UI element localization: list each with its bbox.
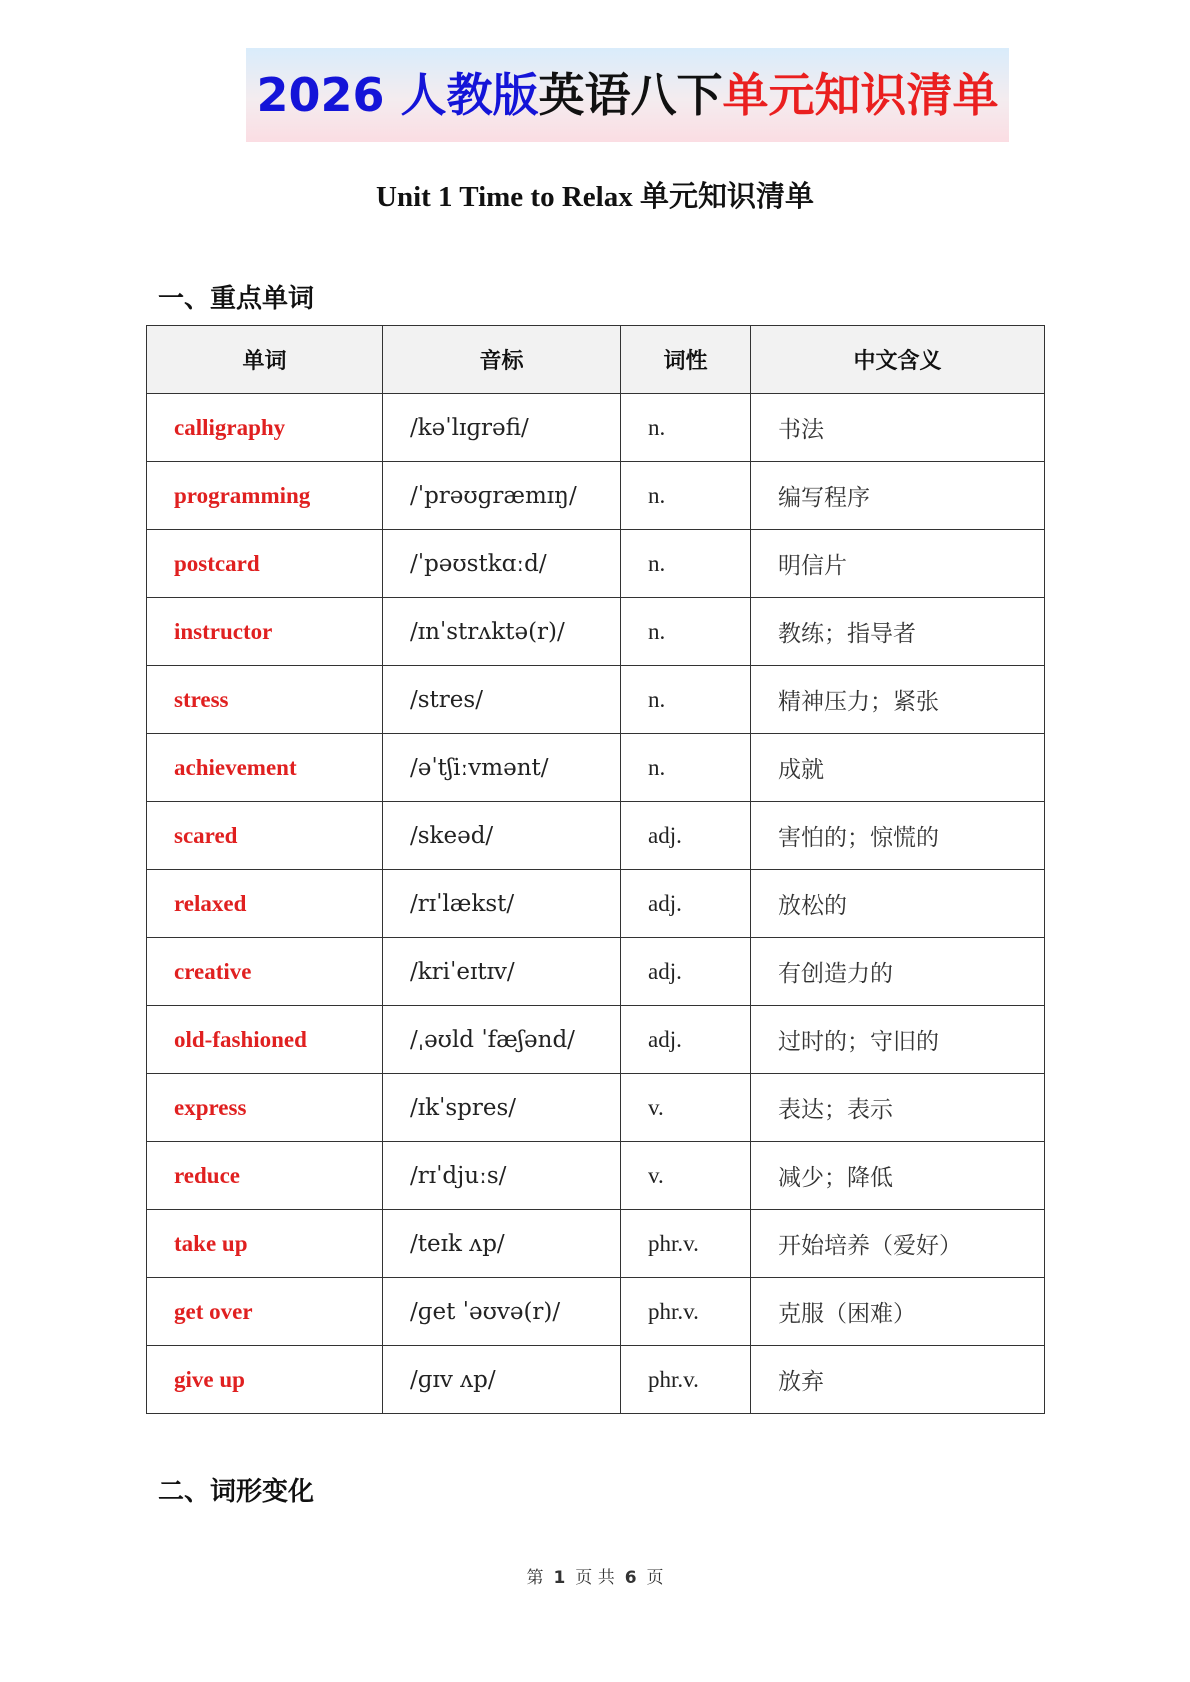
footer-suffix: 页 bbox=[646, 1568, 664, 1588]
section-heading-word-forms: 二、词形变化 bbox=[158, 1477, 315, 1507]
page-footer bbox=[0, 1563, 1190, 1588]
pos-cell: n. bbox=[621, 598, 751, 666]
banner-title-part3: 单元知识清单 bbox=[722, 68, 999, 122]
meaning-cell: 编写程序 bbox=[751, 462, 1045, 530]
pos-cell: adj. bbox=[621, 870, 751, 938]
pos-cell: n. bbox=[621, 734, 751, 802]
meaning-cell: 放松的 bbox=[751, 870, 1045, 938]
table-row bbox=[147, 938, 1045, 1006]
pos-cell: n. bbox=[621, 530, 751, 598]
phonetic-cell: /ˈpəʊstkɑːd/ bbox=[383, 530, 621, 598]
meaning-cell: 成就 bbox=[751, 734, 1045, 802]
table-row bbox=[147, 666, 1045, 734]
table-header-row bbox=[147, 326, 1045, 394]
table-row bbox=[147, 394, 1045, 462]
banner-title-part2: 英语八下 bbox=[538, 68, 723, 122]
word-cell: postcard bbox=[147, 530, 383, 598]
table-row bbox=[147, 462, 1045, 530]
phonetic-cell: /ˌəʊld ˈfæʃənd/ bbox=[383, 1006, 621, 1074]
meaning-cell: 精神压力；紧张 bbox=[751, 666, 1045, 734]
meaning-cell: 表达；表示 bbox=[751, 1074, 1045, 1142]
page-total: 6 bbox=[624, 1568, 637, 1588]
word-cell: instructor bbox=[147, 598, 383, 666]
word-cell: get over bbox=[147, 1278, 383, 1346]
pos-cell: adj. bbox=[621, 802, 751, 870]
meaning-cell: 教练；指导者 bbox=[751, 598, 1045, 666]
meaning-cell: 书法 bbox=[751, 394, 1045, 462]
title-banner bbox=[246, 48, 1009, 142]
phonetic-cell: /stres/ bbox=[383, 666, 621, 734]
word-cell: scared bbox=[147, 802, 383, 870]
footer-prefix: 第 bbox=[526, 1568, 544, 1588]
pos-cell: n. bbox=[621, 394, 751, 462]
word-cell: achievement bbox=[147, 734, 383, 802]
phonetic-cell: /ɡet ˈəʊvə(r)/ bbox=[383, 1278, 621, 1346]
meaning-cell: 减少；降低 bbox=[751, 1142, 1045, 1210]
word-cell: take up bbox=[147, 1210, 383, 1278]
meaning-cell: 害怕的；惊慌的 bbox=[751, 802, 1045, 870]
vocabulary-table bbox=[146, 325, 1045, 1414]
column-header-part-of-speech: 词性 bbox=[621, 326, 751, 394]
table-row bbox=[147, 1142, 1045, 1210]
word-cell: give up bbox=[147, 1346, 383, 1414]
pos-cell: adj. bbox=[621, 1006, 751, 1074]
section-heading-key-words: 一、重点单词 bbox=[158, 284, 315, 314]
phonetic-cell: /kriˈeɪtɪv/ bbox=[383, 938, 621, 1006]
table-row bbox=[147, 530, 1045, 598]
table-row bbox=[147, 1278, 1045, 1346]
word-cell: calligraphy bbox=[147, 394, 383, 462]
table-row bbox=[147, 1006, 1045, 1074]
banner-title-part1: 2026 人教版 bbox=[256, 68, 539, 122]
word-cell: creative bbox=[147, 938, 383, 1006]
phonetic-cell: /skeəd/ bbox=[383, 802, 621, 870]
pos-cell: phr.v. bbox=[621, 1210, 751, 1278]
phonetic-cell: /teɪk ʌp/ bbox=[383, 1210, 621, 1278]
pos-cell: v. bbox=[621, 1074, 751, 1142]
table-row bbox=[147, 1074, 1045, 1142]
phonetic-cell: /ɡɪv ʌp/ bbox=[383, 1346, 621, 1414]
column-header-phonetic: 音标 bbox=[383, 326, 621, 394]
banner-title bbox=[256, 68, 999, 122]
footer-middle: 页 共 bbox=[575, 1568, 615, 1588]
word-cell: reduce bbox=[147, 1142, 383, 1210]
column-header-word: 单词 bbox=[147, 326, 383, 394]
word-cell: programming bbox=[147, 462, 383, 530]
phonetic-cell: /ɪnˈstrʌktə(r)/ bbox=[383, 598, 621, 666]
word-cell: express bbox=[147, 1074, 383, 1142]
pos-cell: v. bbox=[621, 1142, 751, 1210]
pos-cell: n. bbox=[621, 666, 751, 734]
phonetic-cell: /ˈprəʊɡræmɪŋ/ bbox=[383, 462, 621, 530]
meaning-cell: 放弃 bbox=[751, 1346, 1045, 1414]
pos-cell: n. bbox=[621, 462, 751, 530]
meaning-cell: 过时的；守旧的 bbox=[751, 1006, 1045, 1074]
pos-cell: phr.v. bbox=[621, 1346, 751, 1414]
pos-cell: phr.v. bbox=[621, 1278, 751, 1346]
unit-title: Unit 1 Time to Relax 单元知识清单 bbox=[376, 181, 814, 213]
pos-cell: adj. bbox=[621, 938, 751, 1006]
meaning-cell: 有创造力的 bbox=[751, 938, 1045, 1006]
phonetic-cell: /kəˈlɪɡrəfi/ bbox=[383, 394, 621, 462]
phonetic-cell: /ɪkˈspres/ bbox=[383, 1074, 621, 1142]
phonetic-cell: /rɪˈlækst/ bbox=[383, 870, 621, 938]
meaning-cell: 克服（困难） bbox=[751, 1278, 1045, 1346]
column-header-meaning: 中文含义 bbox=[751, 326, 1045, 394]
page-number: 1 bbox=[553, 1568, 566, 1588]
word-cell: old-fashioned bbox=[147, 1006, 383, 1074]
table-row bbox=[147, 1210, 1045, 1278]
phonetic-cell: /rɪˈdjuːs/ bbox=[383, 1142, 621, 1210]
word-cell: relaxed bbox=[147, 870, 383, 938]
table-row bbox=[147, 870, 1045, 938]
meaning-cell: 开始培养（爱好） bbox=[751, 1210, 1045, 1278]
table-row bbox=[147, 734, 1045, 802]
table-row bbox=[147, 598, 1045, 666]
meaning-cell: 明信片 bbox=[751, 530, 1045, 598]
word-cell: stress bbox=[147, 666, 383, 734]
phonetic-cell: /əˈtʃiːvmənt/ bbox=[383, 734, 621, 802]
table-row bbox=[147, 802, 1045, 870]
table-row bbox=[147, 1346, 1045, 1414]
